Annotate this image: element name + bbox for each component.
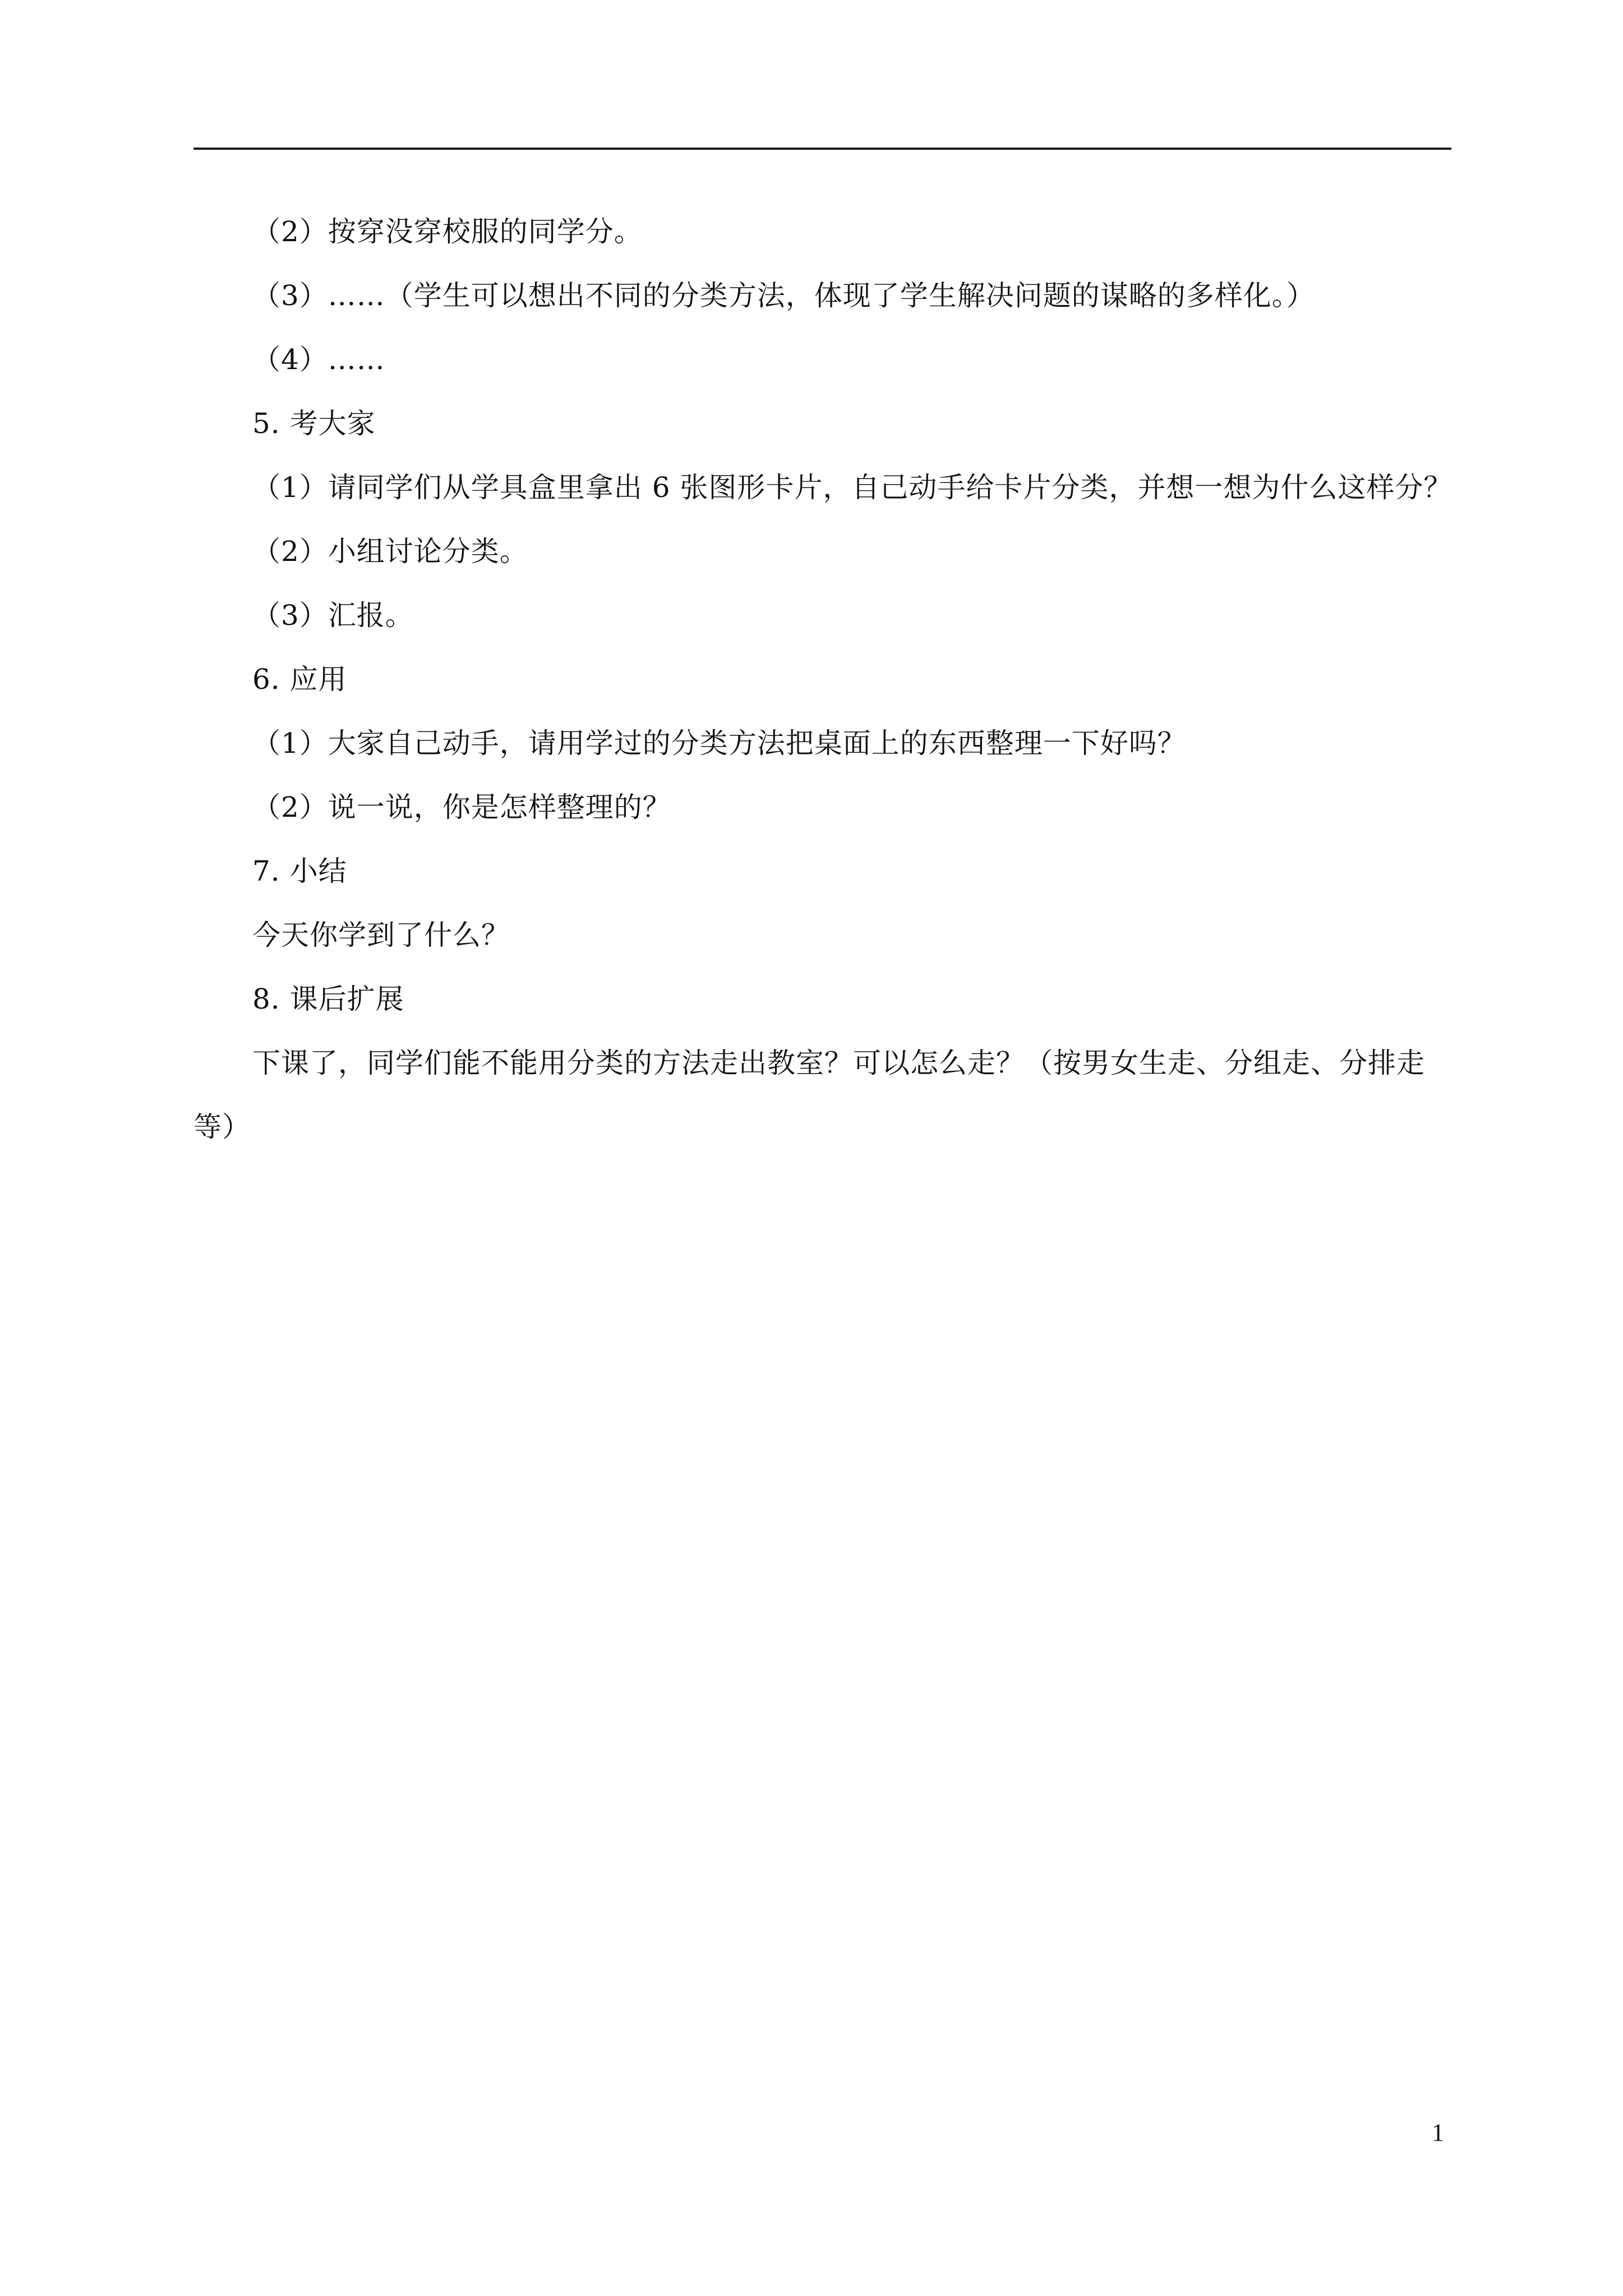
step-4-item-4: （4）……: [252, 343, 385, 376]
section-6-item-1: （1）大家自己动手，请用学过的分类方法把桌面上的东西整理一下好吗？: [252, 727, 1186, 760]
section-6-item-2: （2）说一说，你是怎样整理的？: [252, 791, 671, 823]
step-4-item-3: （3）……（学生可以想出不同的分类方法，体现了学生解决问题的谋略的多样化。）: [252, 279, 1315, 312]
section-5-item-2: （2）小组讨论分类。: [252, 535, 528, 568]
section-8-text-continued: 等）: [193, 1111, 251, 1143]
header-rule: [193, 148, 1451, 150]
section-8-text: 下课了，同学们能不能用分类的方法走出教室？可以怎么走？（按男女生走、分组走、分排走: [252, 1047, 1425, 1079]
section-5-item-1: （1）请同学们从学具盒里拿出 6 张图形卡片，自己动手给卡片分类，并想一想为什么这样分？: [252, 471, 1453, 504]
page-number: 1: [1432, 2119, 1444, 2146]
section-8-heading: 8. 课后扩展: [252, 983, 404, 1015]
section-6-heading: 6. 应用: [252, 663, 347, 696]
section-7-heading: 7. 小结: [252, 855, 347, 887]
section-7-text: 今天你学到了什么？: [252, 919, 510, 951]
section-5-heading: 5. 考大家: [252, 407, 376, 440]
step-4-item-2: （2）按穿没穿校服的同学分。: [252, 215, 643, 248]
section-5-item-3: （3）汇报。: [252, 599, 414, 632]
